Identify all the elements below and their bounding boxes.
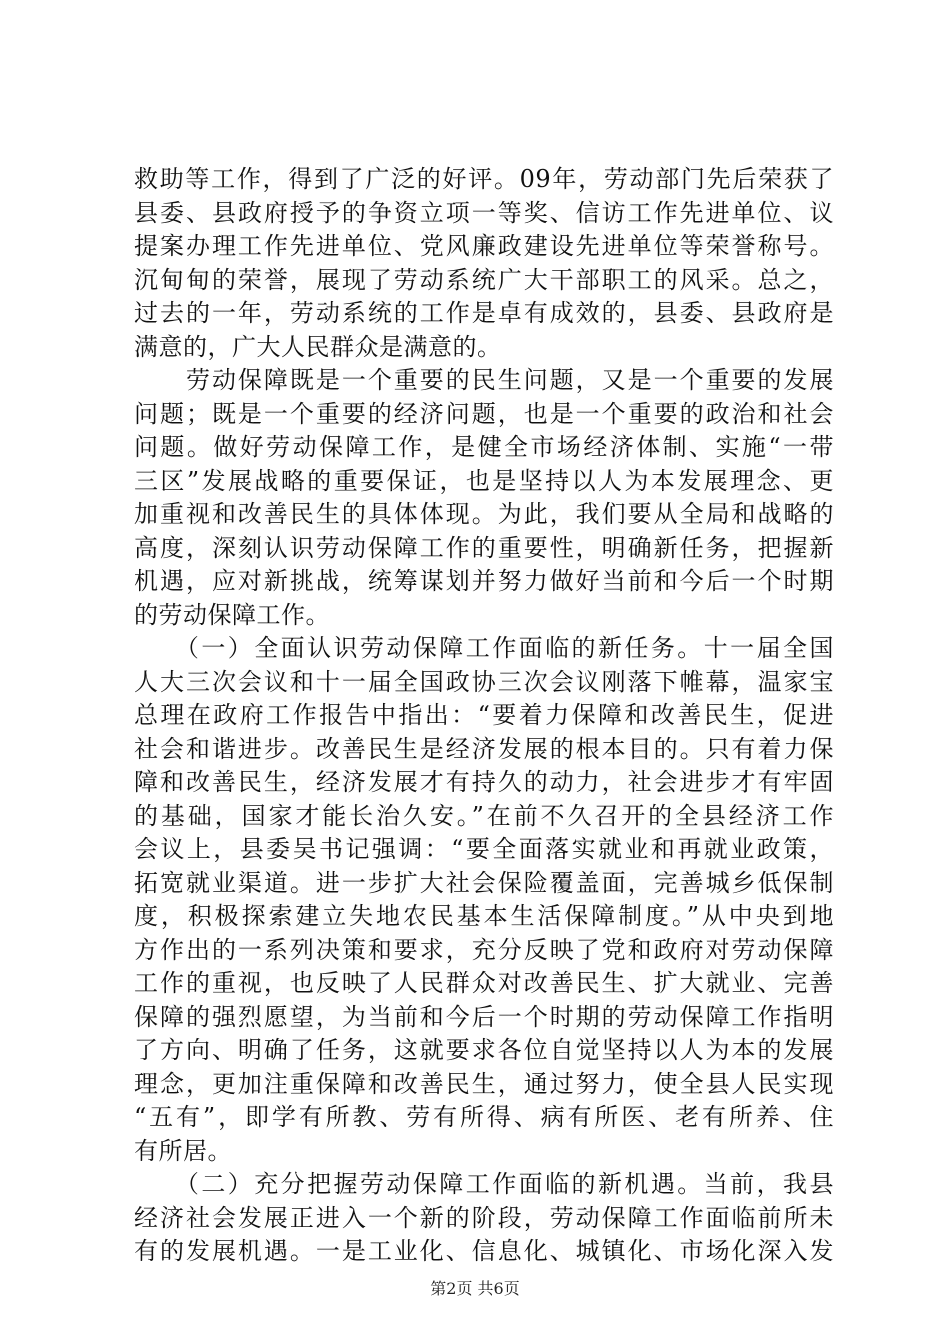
text-line: 社会和谐进步。改善民生是经济发展的根本目的。只有着力保: [134, 734, 834, 763]
text-line: 了方向、明确了任务，这就要求各位自觉坚持以人为本的发展: [134, 1036, 834, 1064]
text-line: 的基础，国家才能长治久安。”在前不久召开的全县经济工作: [134, 801, 834, 830]
text-line: “五有”，即学有所教、劳有所得、病有所医、老有所养、住: [134, 1103, 834, 1131]
text-line: 提案办理工作先进单位、党风廉政建设先进单位等荣誉称号。: [134, 232, 834, 260]
text-line: 问题；既是一个重要的经济问题，也是一个重要的政治和社会: [134, 399, 834, 428]
text-line: 沉甸甸的荣誉，展现了劳动系统广大干部职工的风采。总之，: [134, 265, 834, 294]
text-line: 过去的一年，劳动系统的工作是卓有成效的，县委、县政府是: [134, 299, 834, 327]
text-line: （二）充分把握劳动保障工作面临的新机遇。当前，我县: [134, 1170, 834, 1198]
text-line: 三区”发展战略的重要保证，也是坚持以人为本发展理念、更: [134, 466, 834, 495]
text-line: 方作出的一系列决策和要求，充分反映了党和政府对劳动保障: [134, 935, 834, 964]
text-line: 机遇，应对新挑战，统筹谋划并努力做好当前和今后一个时期: [134, 567, 834, 595]
text-line: 的劳动保障工作。: [134, 600, 330, 629]
text-line: 会议上，县委吴书记强调：“要全面落实就业和再就业政策，: [134, 835, 834, 863]
text-line: 保障的强烈愿望，为当前和今后一个时期的劳动保障工作指明: [134, 1002, 834, 1031]
text-line: 拓宽就业渠道。进一步扩大社会保险覆盖面，完善城乡低保制: [134, 868, 834, 897]
text-line: 人大三次会议和十一届全国政协三次会议刚落下帷幕，温家宝: [134, 667, 834, 696]
text-line: 高度，深刻认识劳动保障工作的重要性，明确新任务，把握新: [134, 533, 834, 562]
text-line: 县委、县政府授予的争资立项一等奖、信访工作先进单位、议: [134, 198, 834, 227]
text-line: 问题。做好劳动保障工作，是健全市场经济体制、实施“一带: [134, 433, 834, 461]
text-line: 加重视和改善民生的具体体现。为此，我们要从全局和战略的: [134, 500, 834, 528]
text-line: 经济社会发展正进入一个新的阶段，劳动保障工作面临前所未: [134, 1203, 834, 1232]
text-line: 满意的，广大人民群众是满意的。: [134, 332, 502, 361]
text-line: 劳动保障既是一个重要的民生问题，又是一个重要的发展: [134, 366, 834, 394]
text-line: 度，积极探索建立失地农民基本生活保障制度。”从中央到地: [134, 902, 834, 930]
page-footer: 第2页 共6页: [430, 1279, 520, 1298]
text-line: 总理在政府工作报告中指出：“要着力保障和改善民生，促进: [134, 701, 834, 729]
text-line: 工作的重视，也反映了人民群众对改善民生、扩大就业、完善: [134, 969, 834, 997]
text-line: 有所居。: [134, 1136, 232, 1165]
text-line: 救助等工作，得到了广泛的好评。09年，劳动部门先后荣获了: [134, 165, 834, 193]
text-line: 有的发展机遇。一是工业化、信息化、城镇化、市场化深入发: [134, 1237, 834, 1265]
document-body: [134, 163, 834, 1269]
text-line: 障和改善民生，经济发展才有持久的动力，社会进步才有牢固: [134, 768, 834, 796]
text-line: （一）全面认识劳动保障工作面临的新任务。十一届全国: [134, 634, 834, 662]
text-line: 理念，更加注重保障和改善民生，通过努力，使全县人民实现: [134, 1069, 834, 1098]
